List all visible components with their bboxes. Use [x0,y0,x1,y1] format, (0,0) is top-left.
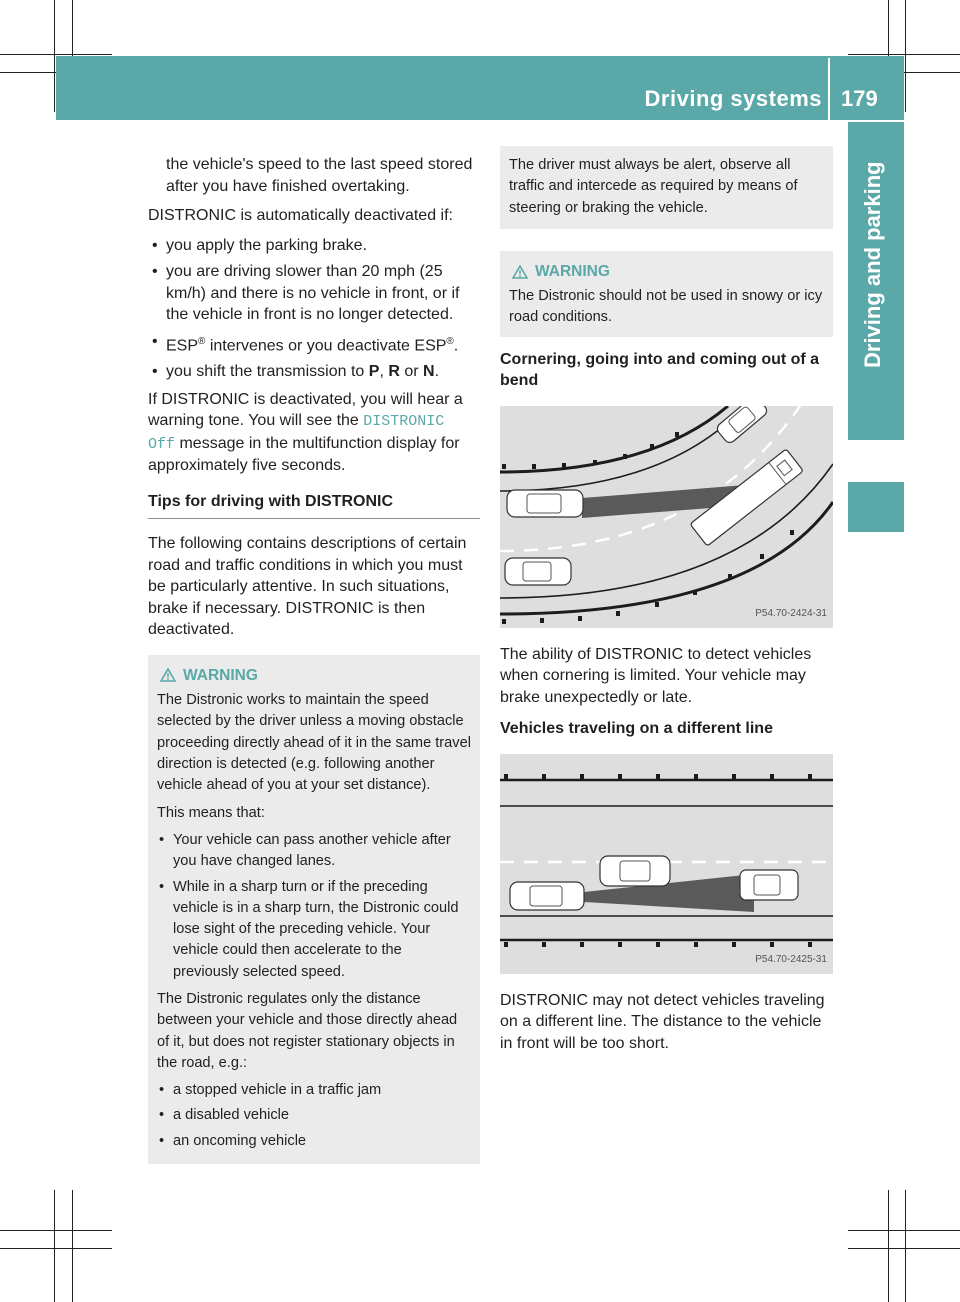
warning-paragraph: The Distronic regulates only the distance between your vehicle and those directly ahead of it, but does not register stationary objects in the road, e.g.: [157,990,458,1071]
list-item: • an oncoming vehicle [157,1131,471,1152]
chapter-tab-label: Driving and parking [860,161,885,368]
warning-text: The Distronic should not be used in snowy or icy road conditions. [509,288,823,326]
list-item: • While in a sharp turn or if the preceding vehicle is in a sharp turn, the Distronic could lose sight of the preceding vehicle. Your vehicle could then accelerate to the previously selected speed. [157,877,471,983]
warning-header [157,665,471,686]
cornering-figure [500,406,833,628]
cornering-heading: Cornering, going into and coming out of a bend [500,350,820,390]
deactivation-list [148,235,480,383]
left-column [148,154,480,1164]
gear-n: N [423,363,435,381]
figure-code: P54.70-2424-31 [755,608,827,620]
gear-p: P [368,363,380,381]
warning-box [500,251,833,337]
warning-header [509,261,824,282]
list-item: • a disabled vehicle [157,1105,471,1126]
gear-r: R [388,363,400,381]
warning-box [148,655,480,1164]
chapter-marker [848,482,904,532]
warning-label: WARNING [183,666,258,684]
crop-mark [54,0,55,112]
lines-figure [500,754,833,974]
crop-mark [905,1190,906,1302]
warning-paragraph: This means that: [157,804,265,821]
crop-mark [0,1230,112,1231]
lines-illustration [500,754,833,974]
cornering-illustration [500,406,833,628]
crop-mark [0,54,112,55]
tips-paragraph: The following contains descriptions of certain road and traffic conditions in which you must be particularly attentive. In such situations, brake if necessary. DISTRONIC is then deactivated. [148,535,467,639]
list-item: • you apply the parking brake. [148,235,480,257]
crop-mark [905,0,906,112]
lines-paragraph: DISTRONIC may not detect vehicles traveling on a different line. The distance to the vehicle in front will be too short. [500,991,825,1052]
alert-text: The driver must always be alert, observe all traffic and intercede as required by means of steering or braking the vehicle. [509,157,798,216]
alert-box [500,146,833,229]
display-message: DISTRONIC Off [148,413,445,453]
warning-paragraph: The Distronic works to maintain the speed selected by the driver unless a moving obstacle proceeding directly ahead of it in the same travel direction is detected (e.g. following another vehicle ahead of you at your set distance). [157,692,471,794]
crop-mark [888,1190,889,1302]
warning-list [157,1080,471,1152]
warning-triangle-icon [160,668,176,682]
warning-list [157,830,471,983]
page-number: 179 [841,86,878,111]
list-item: • you are driving slower than 20 mph (25 km/h) and there is no vehicle in front, or if the vehicle in front is no longer detected. [148,261,480,326]
crop-mark [0,1248,112,1249]
figure-code: P54.70-2425-31 [755,954,827,966]
header-divider [828,58,830,120]
list-item: • you shift the transmission to P, R or N. [148,361,480,383]
heading-rule [148,518,480,519]
tips-heading: Tips for driving with DISTRONIC [148,492,394,510]
crop-mark [848,54,960,55]
warning-label: WARNING [535,262,610,280]
list-item: • ESP® intervenes or you deactivate ESP®. [148,331,480,357]
crop-mark [72,1190,73,1302]
right-column [500,146,833,1062]
lines-heading: Vehicles traveling on a different line [500,720,773,738]
crop-mark [848,1248,960,1249]
intro-continuation: the vehicle's speed to the last speed stored after you have finished overtaking. [166,156,473,195]
warning-tone-paragraph: If DISTRONIC is deactivated, you will hear a warning tone. You will see the DISTRONIC Off message in the multifunction display for approximately five seconds. [148,390,463,475]
deactivation-intro: DISTRONIC is automatically deactivated if: [148,207,453,224]
crop-mark [848,1230,960,1231]
cornering-paragraph: The ability of DISTRONIC to detect vehicles when cornering is limited. Your vehicle may brake unexpectedly or late. [500,645,812,706]
list-item: • Your vehicle can pass another vehicle after you have changed lanes. [157,830,471,873]
list-item: • a stopped vehicle in a traffic jam [157,1080,471,1101]
warning-triangle-icon [512,265,528,279]
crop-mark [54,1190,55,1302]
section-title: Driving systems [644,86,822,111]
